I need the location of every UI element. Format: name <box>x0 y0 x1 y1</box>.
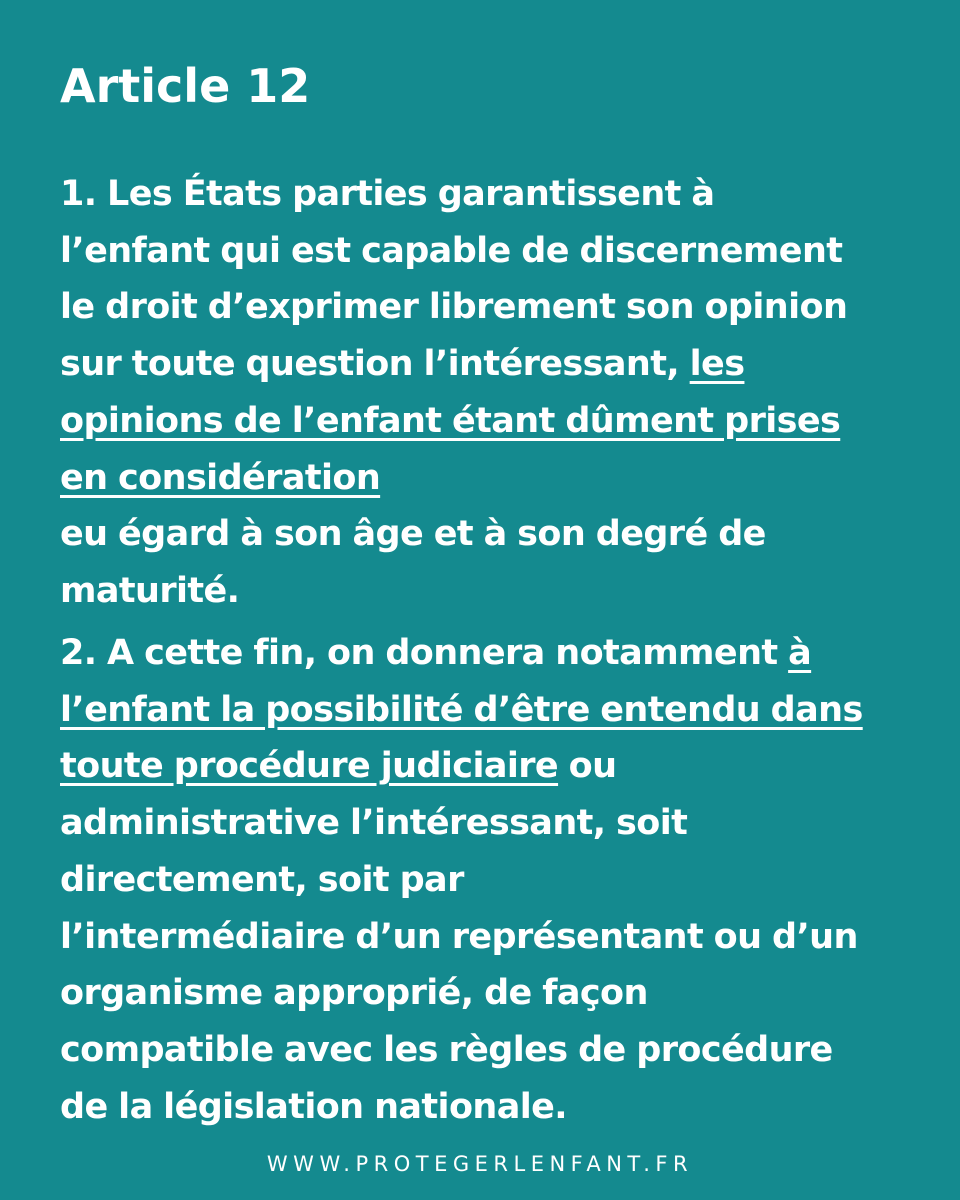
paragraph-2-line-3 <box>60 738 920 795</box>
paragraph-2-emphasis-end: toute procédure judiciaire <box>60 746 559 787</box>
paragraph-2-line-6: l’intermédiaire d’un représentant ou d’un <box>60 916 858 957</box>
paragraph-1-line-4-text: sur toute question l’intéressant, <box>60 344 690 385</box>
paragraph-2-line-1 <box>60 625 920 682</box>
paragraph-1-emphasis-start: les <box>689 344 745 385</box>
paragraph-1-line-1: 1. Les États parties garantissent à <box>60 174 715 214</box>
paragraph-2-line-5: directement, soit par <box>60 859 464 900</box>
paragraph-2-emphasis-start: à <box>788 633 812 673</box>
paragraph-2-line-7: organisme approprié, de façon <box>60 973 648 1014</box>
paragraph-1-emphasis-middle: opinions de l’enfant étant dûment prises <box>60 400 841 441</box>
website-footer: WWW.PROTEGERLENFANT.FR <box>266 1152 694 1176</box>
paragraph-1-line-2: l’enfant qui est capable de discernement <box>60 230 843 271</box>
paragraph-1-line-8: maturité. <box>60 570 240 611</box>
paragraph-2-line-3-text: ou <box>558 746 617 787</box>
article-title: Article 12 <box>60 59 311 113</box>
paragraph-2-line-4: administrative l’intéressant, soit <box>60 803 688 844</box>
paragraph-1-line-6 <box>60 450 920 507</box>
paragraph-2-line-9: de la législation nationale. <box>60 1086 567 1127</box>
paragraph-2-emphasis-middle: l’enfant la possibilité d’être entendu dans <box>60 689 863 730</box>
paragraph-2 <box>60 625 920 1135</box>
paragraph-1-line-3: le droit d’exprimer librement son opinion <box>60 287 848 328</box>
paragraph-1-emphasis-end: en considération <box>60 457 381 498</box>
paragraph-2-line-8: compatible avec les règles de procédure <box>60 1029 833 1070</box>
paragraph-2-line-1-text: 2. A cette fin, on donnera notamment <box>60 633 789 673</box>
paragraph-1 <box>60 166 920 620</box>
paragraph-1-line-4 <box>60 336 920 393</box>
paragraph-1-line-7: eu égard à son âge et à son degré de <box>60 514 766 555</box>
